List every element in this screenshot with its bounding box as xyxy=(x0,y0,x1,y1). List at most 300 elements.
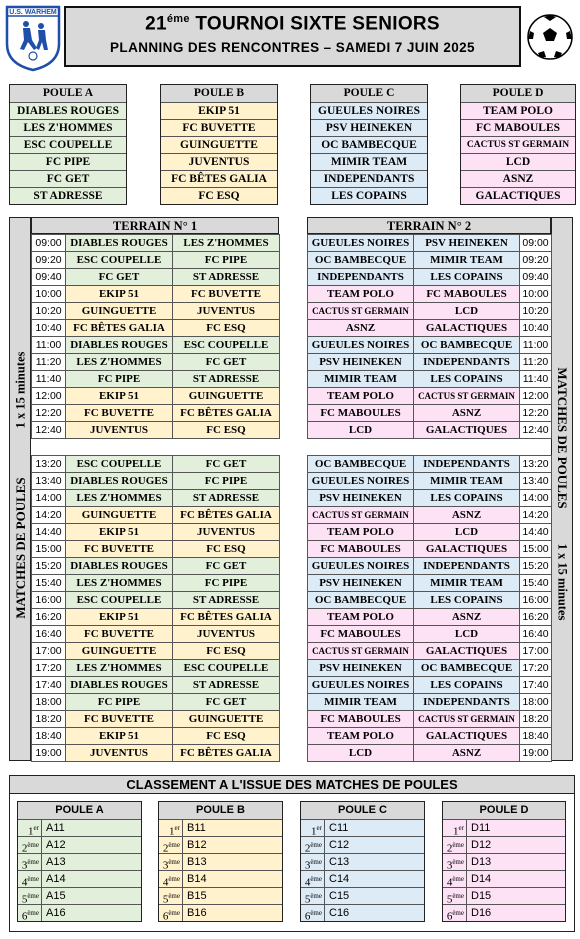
match-team: OC BAMBECQUE xyxy=(414,337,520,354)
match-time: 18:00 xyxy=(520,694,552,711)
rank-position: 6ème xyxy=(301,905,325,921)
ranking-row xyxy=(159,819,282,836)
match-team: FC PIPE xyxy=(173,252,280,269)
rank-position: 3ème xyxy=(443,854,467,870)
pool-team: PSV HEINEKEN xyxy=(311,119,427,136)
match-row xyxy=(32,507,280,524)
match-row xyxy=(308,235,552,252)
ranking-row xyxy=(18,853,141,870)
pool-team: JUVENTUS xyxy=(161,153,277,170)
match-team: GALACTIQUES xyxy=(414,422,520,439)
match-team: LES COPAINS xyxy=(414,677,520,694)
match-team: GALACTIQUES xyxy=(414,320,520,337)
match-row xyxy=(308,524,552,541)
match-row xyxy=(32,388,280,405)
match-team: FC ESQ xyxy=(173,422,280,439)
ranking-row xyxy=(443,836,565,853)
match-time: 18:00 xyxy=(32,694,66,711)
pool-team: INDEPENDANTS xyxy=(311,170,427,187)
pool-team: FC BÊTES GALIA xyxy=(161,170,277,187)
match-row xyxy=(308,320,552,337)
match-team: JUVENTUS xyxy=(173,524,280,541)
rank-position: 4ème xyxy=(159,871,183,887)
match-team: PSV HEINEKEN xyxy=(308,490,414,507)
rank-position: 5ème xyxy=(443,888,467,904)
match-team: GALACTIQUES xyxy=(414,541,520,558)
match-team: OC BAMBECQUE xyxy=(308,252,414,269)
ranking-row xyxy=(159,887,282,904)
match-team: ST ADRESSE xyxy=(173,269,280,286)
match-row xyxy=(308,677,552,694)
match-time: 16:00 xyxy=(520,592,552,609)
match-time: 12:20 xyxy=(520,405,552,422)
rank-code: B11 xyxy=(187,822,206,834)
match-team: GUINGUETTE xyxy=(173,388,280,405)
match-team: FC PIPE xyxy=(173,575,280,592)
match-time: 14:20 xyxy=(520,507,552,524)
ranking-pool-a xyxy=(17,801,142,922)
ranking-row xyxy=(443,870,565,887)
rank-code: B16 xyxy=(187,907,207,919)
match-team: FC BÊTES GALIA xyxy=(173,405,280,422)
match-time: 15:40 xyxy=(520,575,552,592)
terrain-1-title: TERRAIN N° 1 xyxy=(31,217,279,234)
ranking-row xyxy=(301,836,424,853)
match-row xyxy=(32,745,280,762)
pool-a xyxy=(9,84,127,205)
match-row xyxy=(308,269,552,286)
match-row xyxy=(32,558,280,575)
rank-code: D11 xyxy=(471,822,491,834)
rank-position: 2ème xyxy=(18,837,42,853)
match-row xyxy=(32,711,280,728)
match-row xyxy=(32,286,280,303)
match-team: LCD xyxy=(414,626,520,643)
match-row xyxy=(32,252,280,269)
match-team: FC PIPE xyxy=(66,371,173,388)
match-time: 17:00 xyxy=(32,643,66,660)
ranking-pool-title: POULE A xyxy=(18,802,141,819)
ranking-row xyxy=(159,836,282,853)
match-time: 17:40 xyxy=(32,677,66,694)
match-team: FC PIPE xyxy=(66,694,173,711)
match-time: 14:20 xyxy=(32,507,66,524)
match-team: TEAM POLO xyxy=(308,728,414,745)
pool-team: FC BUVETTE xyxy=(161,119,277,136)
pool-team: OC BAMBECQUE xyxy=(311,136,427,153)
match-team: FC GET xyxy=(173,694,280,711)
match-row xyxy=(308,575,552,592)
match-team: GALACTIQUES xyxy=(414,643,520,660)
match-time: 16:40 xyxy=(32,626,66,643)
match-time: 18:40 xyxy=(520,728,552,745)
pool-team: ASNZ xyxy=(461,170,575,187)
rank-position: 6ème xyxy=(443,905,467,921)
match-time: 11:20 xyxy=(520,354,552,371)
match-team: JUVENTUS xyxy=(66,422,173,439)
break-gap xyxy=(31,438,551,455)
terrain-2-morning-table xyxy=(307,234,552,439)
match-row xyxy=(32,337,280,354)
match-time: 10:00 xyxy=(520,286,552,303)
match-row xyxy=(308,337,552,354)
match-team: FC ESQ xyxy=(173,643,280,660)
match-team: CACTUS ST GERMAIN xyxy=(414,711,520,728)
ranking-row xyxy=(18,836,141,853)
match-team: PSV HEINEKEN xyxy=(308,354,414,371)
match-team: FC BÊTES GALIA xyxy=(66,320,173,337)
match-time: 18:40 xyxy=(32,728,66,745)
pool-team: ESC COUPELLE xyxy=(10,136,126,153)
match-row xyxy=(308,371,552,388)
rank-position: 2ème xyxy=(159,837,183,853)
match-team: FC PIPE xyxy=(173,473,280,490)
ranking-row xyxy=(301,870,424,887)
match-time: 15:00 xyxy=(520,541,552,558)
rank-position: 5ème xyxy=(301,888,325,904)
match-row xyxy=(32,643,280,660)
match-team: MIMIR TEAM xyxy=(414,473,520,490)
ranking-row xyxy=(18,870,141,887)
match-row xyxy=(32,473,280,490)
match-team: MIMIR TEAM xyxy=(308,371,414,388)
match-row xyxy=(32,371,280,388)
pool-title: POULE D xyxy=(461,85,575,102)
rank-code: B14 xyxy=(187,873,207,885)
ranking-pool-b xyxy=(158,801,283,922)
rank-position: 2ème xyxy=(443,837,467,853)
match-time: 18:20 xyxy=(520,711,552,728)
match-time: 16:20 xyxy=(32,609,66,626)
rank-code: C14 xyxy=(329,873,350,885)
match-row xyxy=(32,728,280,745)
rank-code: A11 xyxy=(46,822,65,834)
match-time: 19:00 xyxy=(32,745,66,762)
ranking-row xyxy=(301,904,424,921)
match-team: INDEPENDANTS xyxy=(414,354,520,371)
match-team: GUEULES NOIRES xyxy=(308,677,414,694)
pool-c xyxy=(310,84,428,205)
pool-team: EKIP 51 xyxy=(161,102,277,119)
match-team: JUVENTUS xyxy=(66,745,173,762)
rank-position: 4ème xyxy=(443,871,467,887)
match-team: MIMIR TEAM xyxy=(414,252,520,269)
match-row xyxy=(308,728,552,745)
match-team: PSV HEINEKEN xyxy=(308,575,414,592)
rank-code: C15 xyxy=(329,890,350,902)
match-team: ESC COUPELLE xyxy=(66,252,173,269)
pool-b xyxy=(160,84,278,205)
rank-position: 6ème xyxy=(159,905,183,921)
match-team: ESC COUPELLE xyxy=(173,660,280,677)
ranking-row xyxy=(301,887,424,904)
match-time: 10:20 xyxy=(520,303,552,320)
match-time: 11:00 xyxy=(32,337,66,354)
match-team: ASNZ xyxy=(414,745,520,762)
ranking-row xyxy=(18,904,141,921)
match-team: GUEULES NOIRES xyxy=(308,337,414,354)
rank-position: 1er xyxy=(301,820,325,836)
match-row xyxy=(32,541,280,558)
match-team: LCD xyxy=(414,524,520,541)
match-team: EKIP 51 xyxy=(66,728,173,745)
match-time: 13:40 xyxy=(32,473,66,490)
right-duration-label: 1 x 15 minutes xyxy=(555,543,570,621)
match-team: ESC COUPELLE xyxy=(173,337,280,354)
rank-code: A12 xyxy=(46,839,66,851)
match-team: LCD xyxy=(414,303,520,320)
match-team: ST ADRESSE xyxy=(173,677,280,694)
pool-team: FC GET xyxy=(10,170,126,187)
match-team: GUEULES NOIRES xyxy=(308,235,414,252)
match-row xyxy=(308,643,552,660)
match-time: 09:00 xyxy=(32,235,66,252)
rank-code: A13 xyxy=(46,856,66,868)
match-team: FC BÊTES GALIA xyxy=(173,609,280,626)
match-row xyxy=(32,677,280,694)
match-team: LCD xyxy=(308,422,414,439)
match-row xyxy=(32,354,280,371)
match-team: LES Z'HOMMES xyxy=(173,235,280,252)
rank-position: 6ème xyxy=(18,905,42,921)
match-team: EKIP 51 xyxy=(66,286,173,303)
match-time: 13:40 xyxy=(520,473,552,490)
match-time: 16:40 xyxy=(520,626,552,643)
match-team: INDEPENDANTS xyxy=(414,558,520,575)
match-row xyxy=(308,303,552,320)
match-time: 09:20 xyxy=(520,252,552,269)
match-row xyxy=(32,490,280,507)
match-team: FC BUVETTE xyxy=(66,626,173,643)
rank-position: 1er xyxy=(18,820,42,836)
rank-code: B12 xyxy=(187,839,207,851)
rank-code: A15 xyxy=(46,890,66,902)
pool-team: LES COPAINS xyxy=(311,187,427,204)
match-time: 13:20 xyxy=(520,456,552,473)
match-row xyxy=(32,609,280,626)
match-team: EKIP 51 xyxy=(66,388,173,405)
match-row xyxy=(308,354,552,371)
match-row xyxy=(32,235,280,252)
match-row xyxy=(32,269,280,286)
match-time: 11:20 xyxy=(32,354,66,371)
match-team: FC BUVETTE xyxy=(173,286,280,303)
match-team: FC GET xyxy=(173,456,280,473)
match-time: 12:20 xyxy=(32,405,66,422)
ranking-row xyxy=(301,819,424,836)
match-team: DIABLES ROUGES xyxy=(66,558,173,575)
match-team: FC BUVETTE xyxy=(66,711,173,728)
match-time: 15:20 xyxy=(32,558,66,575)
match-team: GUINGUETTE xyxy=(173,711,280,728)
match-time: 10:20 xyxy=(32,303,66,320)
match-time: 11:40 xyxy=(32,371,66,388)
match-team: PSV HEINEKEN xyxy=(308,660,414,677)
match-team: FC BUVETTE xyxy=(66,541,173,558)
match-row xyxy=(32,575,280,592)
match-team: LES COPAINS xyxy=(414,371,520,388)
match-time: 14:40 xyxy=(520,524,552,541)
match-team: PSV HEINEKEN xyxy=(414,235,520,252)
rank-code: D16 xyxy=(471,907,492,919)
ranking-row xyxy=(443,819,565,836)
pool-team: GUINGUETTE xyxy=(161,136,277,153)
match-team: FC GET xyxy=(173,558,280,575)
ranking-row xyxy=(443,853,565,870)
pool-team: DIABLES ROUGES xyxy=(10,102,126,119)
rank-position: 2ème xyxy=(301,837,325,853)
match-team: FC ESQ xyxy=(173,541,280,558)
match-team: CACTUS ST GERMAIN xyxy=(308,507,414,524)
ranking-pool-title: POULE D xyxy=(443,802,565,819)
match-team: FC MABOULES xyxy=(414,286,520,303)
match-team: ASNZ xyxy=(308,320,414,337)
match-team: CACTUS ST GERMAIN xyxy=(414,388,520,405)
ranking-title: CLASSEMENT A L'ISSUE DES MATCHES DE POULES xyxy=(10,776,574,794)
pool-title: POULE A xyxy=(10,85,126,102)
match-team: MIMIR TEAM xyxy=(308,694,414,711)
match-time: 09:40 xyxy=(32,269,66,286)
match-team: LES COPAINS xyxy=(414,490,520,507)
pool-team: LCD xyxy=(461,153,575,170)
match-time: 10:40 xyxy=(32,320,66,337)
pool-team: CACTUS ST GERMAIN xyxy=(461,136,575,153)
match-team: LES Z'HOMMES xyxy=(66,490,173,507)
match-team: TEAM POLO xyxy=(308,609,414,626)
ranking-pool-c xyxy=(300,801,425,922)
left-phase-label: MATCHES DE POULES xyxy=(13,477,28,619)
pool-team: ST ADRESSE xyxy=(10,187,126,204)
match-team: GALACTIQUES xyxy=(414,728,520,745)
match-team: ASNZ xyxy=(414,507,520,524)
rank-code: D14 xyxy=(471,873,492,885)
match-row xyxy=(308,252,552,269)
match-time: 10:00 xyxy=(32,286,66,303)
match-team: FC MABOULES xyxy=(308,405,414,422)
match-team: INDEPENDANTS xyxy=(308,269,414,286)
match-team: TEAM POLO xyxy=(308,524,414,541)
match-row xyxy=(308,626,552,643)
match-time: 11:40 xyxy=(520,371,552,388)
pool-team: MIMIR TEAM xyxy=(311,153,427,170)
match-team: LCD xyxy=(308,745,414,762)
ranking-row xyxy=(159,904,282,921)
match-row xyxy=(32,626,280,643)
match-team: FC BUVETTE xyxy=(66,405,173,422)
ranking-row xyxy=(159,853,282,870)
pool-team: TEAM POLO xyxy=(461,102,575,119)
rank-position: 1er xyxy=(159,820,183,836)
match-team: ESC COUPELLE xyxy=(66,456,173,473)
left-duration-label: 1 x 15 minutes xyxy=(13,351,28,429)
match-time: 12:40 xyxy=(32,422,66,439)
pool-team: LES Z'HOMMES xyxy=(10,119,126,136)
logo-text: U.S. WARHEM xyxy=(9,9,57,16)
pool-team: FC PIPE xyxy=(10,153,126,170)
rank-position: 3ème xyxy=(159,854,183,870)
pool-team: GALACTIQUES xyxy=(461,187,575,204)
match-row xyxy=(308,405,552,422)
match-team: GUINGUETTE xyxy=(66,643,173,660)
match-time: 09:20 xyxy=(32,252,66,269)
match-row xyxy=(308,456,552,473)
match-row xyxy=(308,745,552,762)
match-time: 13:20 xyxy=(32,456,66,473)
match-time: 09:00 xyxy=(520,235,552,252)
page-title: $21^{éme}$ TOURNOI SIXTE SENIORS xyxy=(145,13,440,35)
match-team: FC MABOULES xyxy=(308,626,414,643)
rank-position: 3ème xyxy=(301,854,325,870)
terrain-1-afternoon-table xyxy=(31,455,280,762)
rank-code: B15 xyxy=(187,890,207,902)
match-team: FC MABOULES xyxy=(308,711,414,728)
match-team: INDEPENDANTS xyxy=(414,456,520,473)
rank-position: 1er xyxy=(443,820,467,836)
match-row xyxy=(32,694,280,711)
rank-code: D13 xyxy=(471,856,492,868)
match-time: 17:20 xyxy=(520,660,552,677)
match-team: DIABLES ROUGES xyxy=(66,473,173,490)
match-team: ESC COUPELLE xyxy=(66,592,173,609)
match-row xyxy=(308,558,552,575)
match-row xyxy=(308,286,552,303)
terrain-2-afternoon-table xyxy=(307,455,552,762)
ranking-row xyxy=(301,853,424,870)
rank-code: C12 xyxy=(329,839,350,851)
pool-team: FC MABOULES xyxy=(461,119,575,136)
match-time: 15:20 xyxy=(520,558,552,575)
pool-title: POULE C xyxy=(311,85,427,102)
ranking-row xyxy=(443,887,565,904)
match-time: 15:40 xyxy=(32,575,66,592)
ranking-pool-title: POULE C xyxy=(301,802,424,819)
rank-position: 5ème xyxy=(18,888,42,904)
match-team: FC ESQ xyxy=(173,320,280,337)
match-team: GUEULES NOIRES xyxy=(308,558,414,575)
match-team: TEAM POLO xyxy=(308,388,414,405)
match-row xyxy=(32,524,280,541)
pool-team: FC ESQ xyxy=(161,187,277,204)
match-team: OC BAMBECQUE xyxy=(308,592,414,609)
match-time: 11:00 xyxy=(520,337,552,354)
ranking-row xyxy=(18,887,141,904)
match-team: JUVENTUS xyxy=(173,626,280,643)
match-time: 15:00 xyxy=(32,541,66,558)
match-time: 12:00 xyxy=(32,388,66,405)
rank-code: B13 xyxy=(187,856,207,868)
match-row xyxy=(32,303,280,320)
match-team: FC GET xyxy=(173,354,280,371)
match-row xyxy=(308,490,552,507)
page-header xyxy=(64,6,521,67)
match-team: LES COPAINS xyxy=(414,592,520,609)
match-row xyxy=(308,592,552,609)
match-team: GUINGUETTE xyxy=(66,303,173,320)
match-team: FC GET xyxy=(66,269,173,286)
match-row xyxy=(308,422,552,439)
match-team: GUEULES NOIRES xyxy=(308,473,414,490)
match-time: 14:00 xyxy=(520,490,552,507)
match-team: CACTUS ST GERMAIN xyxy=(308,303,414,320)
match-team: OC BAMBECQUE xyxy=(414,660,520,677)
club-logo xyxy=(4,4,62,72)
match-time: 10:40 xyxy=(520,320,552,337)
match-time: 14:00 xyxy=(32,490,66,507)
match-team: FC BÊTES GALIA xyxy=(173,507,280,524)
match-team: EKIP 51 xyxy=(66,609,173,626)
match-team: LES Z'HOMMES xyxy=(66,660,173,677)
match-row xyxy=(308,660,552,677)
